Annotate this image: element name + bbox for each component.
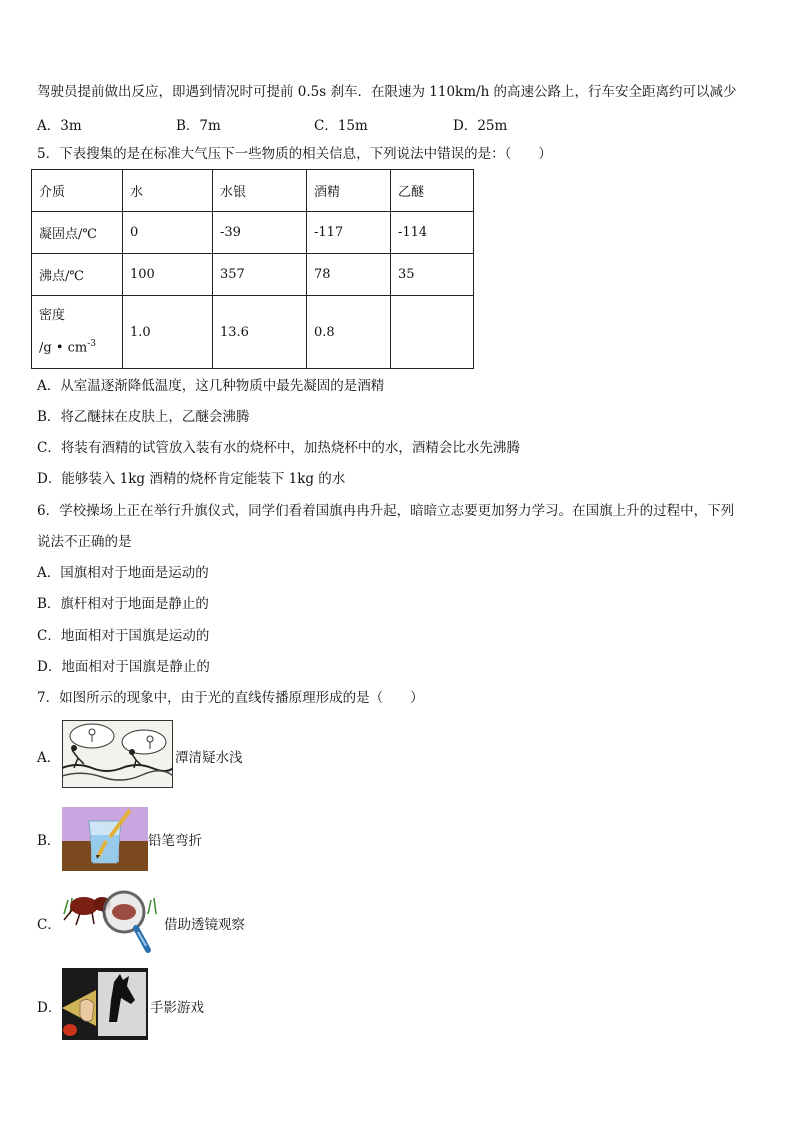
q5-option-b: B．将乙醚抹在皮肤上，乙醚会沸腾 bbox=[37, 409, 250, 425]
density-unit: /g • cm bbox=[39, 340, 88, 356]
q6-option-c: C．地面相对于国旗是运动的 bbox=[37, 628, 210, 644]
q7-option-b-letter: B． bbox=[37, 833, 61, 849]
table-cell: 酒精 bbox=[307, 170, 391, 212]
q5-option-d: D．能够装入 1kg 酒精的烧杯肯定能装下 1kg 的水 bbox=[37, 471, 346, 487]
table-cell: 78 bbox=[307, 254, 391, 296]
cartoon-river-image bbox=[62, 720, 173, 788]
table-row-boiling-point bbox=[32, 254, 474, 296]
table-cell: 0 bbox=[123, 212, 213, 254]
q4-stem-tail: 驾驶员提前做出反应，即遇到情况时可提前 0.5s 刹车．在限速为 110km/h 的高速公路上，行车安全距离约可以减少 bbox=[37, 84, 737, 100]
q5-option-a: A．从室温逐渐降低温度，这几种物质中最先凝固的是酒精 bbox=[37, 378, 385, 394]
table-cell: 介质 bbox=[32, 170, 123, 212]
table-row-label bbox=[32, 296, 123, 369]
q7-option-a-letter: A． bbox=[37, 750, 61, 766]
table-row-density bbox=[32, 296, 474, 369]
q7-option-c-caption: 借助透镜观察 bbox=[164, 917, 245, 933]
q7-option-d-caption: 手影游戏 bbox=[150, 1000, 204, 1016]
hand-shadow-image bbox=[62, 968, 148, 1040]
magnifier-icon bbox=[62, 884, 162, 958]
table-row-label: 凝固点/℃ bbox=[32, 212, 123, 254]
table-row-freezing-point bbox=[32, 212, 474, 254]
q4-options bbox=[37, 114, 737, 132]
q7-stem: 7．如图所示的现象中，由于光的直线传播原理形成的是（ ） bbox=[37, 690, 424, 706]
table-cell: -39 bbox=[213, 212, 307, 254]
density-unit-exponent: -3 bbox=[87, 338, 97, 349]
q7-option-a-caption: 潭清疑水浅 bbox=[175, 750, 243, 766]
table-row-label: 沸点/℃ bbox=[32, 254, 123, 296]
cartoon-river-icon bbox=[62, 720, 173, 788]
q7-option-c-letter: C． bbox=[37, 917, 61, 933]
density-label-line2 bbox=[39, 330, 122, 362]
hand-shadow-icon bbox=[62, 968, 148, 1040]
magnifier-ant-image bbox=[62, 884, 162, 958]
q7-option-b-caption: 铅笔弯折 bbox=[148, 833, 202, 849]
q4-option-c: C．15m bbox=[314, 118, 368, 134]
table-cell: 35 bbox=[391, 254, 474, 296]
table-cell: -114 bbox=[391, 212, 474, 254]
table-header-row bbox=[32, 170, 474, 212]
q5-stem: 5．下表搜集的是在标准大气压下一些物质的相关信息，下列说法中错误的是：（ ） bbox=[37, 146, 552, 162]
table-cell: 13.6 bbox=[213, 296, 307, 369]
q5-option-c: C．将装有酒精的试管放入装有水的烧杯中，加热烧杯中的水，酒精会比水先沸腾 bbox=[37, 440, 520, 456]
substance-table bbox=[31, 169, 474, 369]
q6-stem-line1: 6．学校操场上正在举行升旗仪式，同学们看着国旗冉冉升起，暗暗立志要更加努力学习。在国旗上升的过程中，下列 bbox=[37, 503, 735, 519]
q4-option-d: D．25m bbox=[453, 118, 508, 134]
q6-option-b: B．旗杆相对于地面是静止的 bbox=[37, 596, 209, 612]
q4-option-a: A．3m bbox=[37, 118, 82, 134]
table-cell: -117 bbox=[307, 212, 391, 254]
q4-option-b: B．7m bbox=[176, 118, 221, 134]
table-cell: 357 bbox=[213, 254, 307, 296]
table-cell bbox=[391, 296, 474, 369]
table-cell: 水银 bbox=[213, 170, 307, 212]
q6-stem-line2: 说法不正确的是 bbox=[37, 534, 132, 550]
pencil-in-water-image bbox=[62, 807, 148, 871]
q7-option-d-letter: D． bbox=[37, 1000, 62, 1016]
table-cell: 0.8 bbox=[307, 296, 391, 369]
table-cell: 乙醚 bbox=[391, 170, 474, 212]
q6-option-d: D．地面相对于国旗是静止的 bbox=[37, 659, 210, 675]
density-label-line1: 密度 bbox=[39, 307, 66, 323]
table-cell: 1.0 bbox=[123, 296, 213, 369]
pencil-glass-icon bbox=[62, 807, 148, 871]
q6-option-a: A．国旗相对于地面是运动的 bbox=[37, 565, 209, 581]
table-cell: 100 bbox=[123, 254, 213, 296]
table-cell: 水 bbox=[123, 170, 213, 212]
